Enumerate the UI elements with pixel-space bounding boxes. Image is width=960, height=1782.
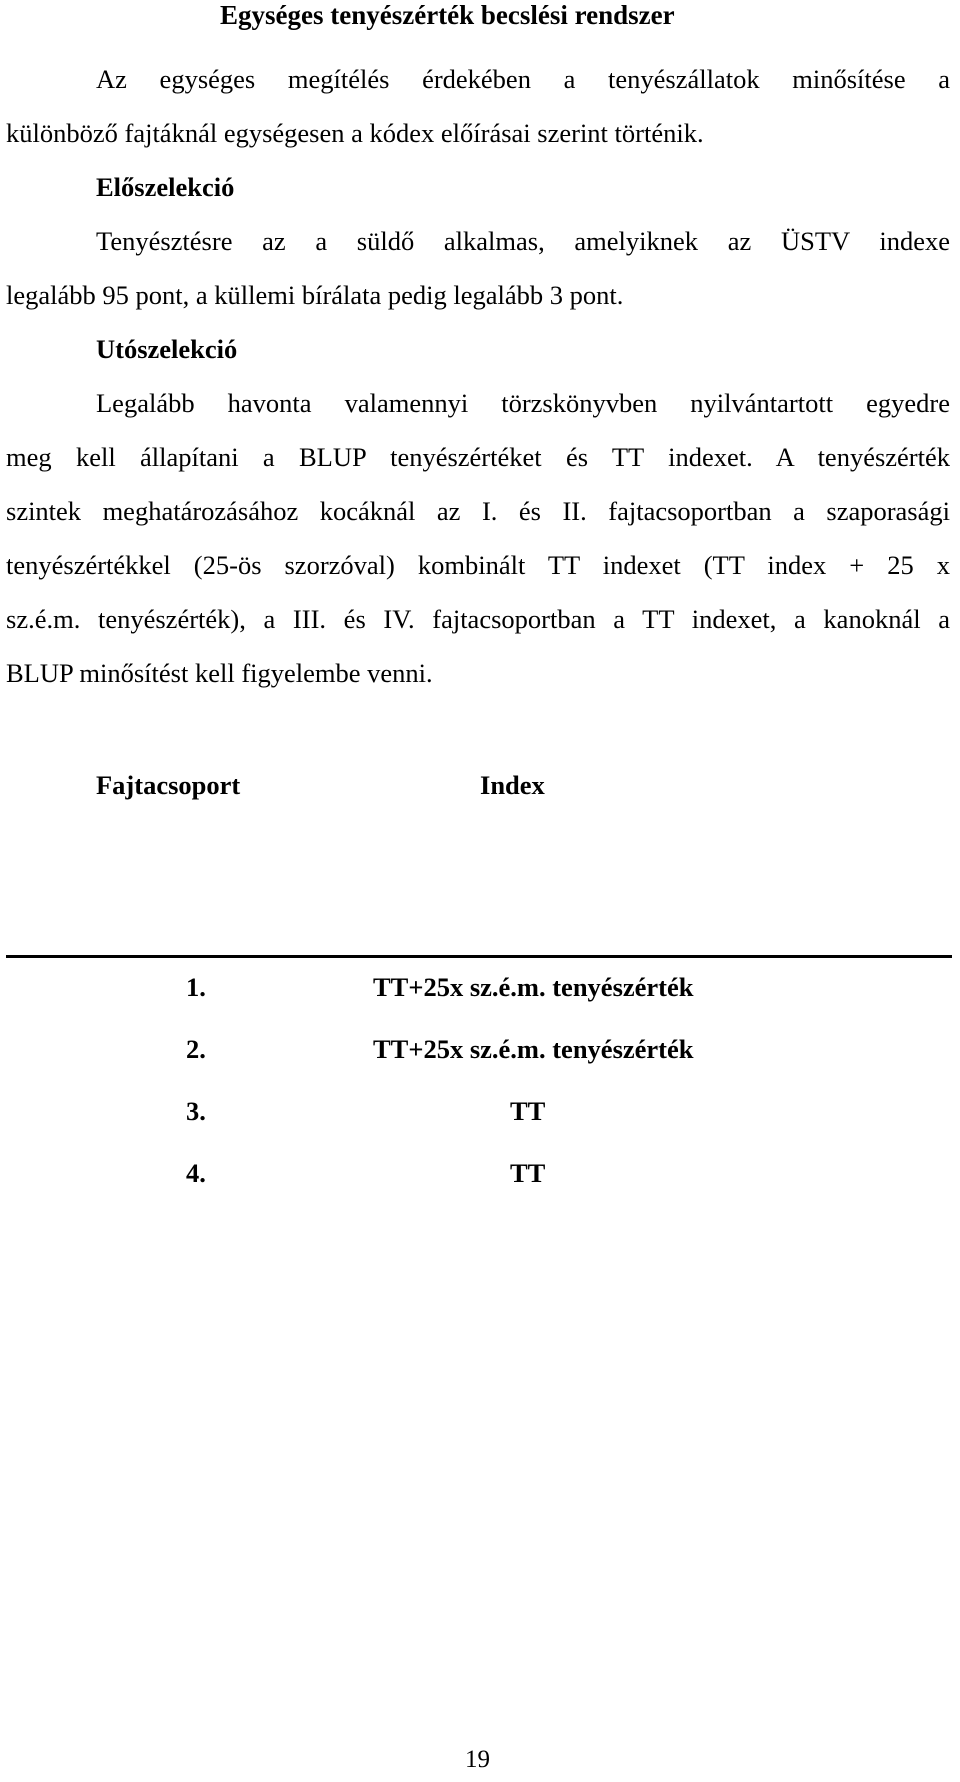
postselection-heading: Utószelekció [96, 334, 238, 364]
page-number: 19 [465, 1746, 490, 1773]
preselection-line-2: legalább 95 pont, a küllemi bírálata pedig legalább 3 pont. [6, 280, 624, 310]
preselection-line-1: Tenyésztésre az a süldő alkalmas, amelyiknek az ÜSTV indexe [96, 226, 950, 256]
table-row-3-index: TT [510, 1096, 546, 1126]
postselection-line-4: tenyészértékkel (25-ös szorzóval) kombinált TT indexet (TT index + 25 x [6, 550, 950, 580]
table-row-1-group: 1. [186, 972, 206, 1002]
preselection-heading: Előszelekció [96, 172, 235, 202]
table-row-1-index: TT+25x sz.é.m. tenyészérték [373, 972, 694, 1002]
table-row-4-group: 4. [186, 1158, 206, 1188]
postselection-line-5: sz.é.m. tenyészérték), a III. és IV. fajtacsoportban a TT indexet, a kanoknál a [6, 604, 950, 634]
table-row-3-group: 3. [186, 1096, 206, 1126]
postselection-line-3: szintek meghatározásához kocáknál az I. és II. fajtacsoportban a szaporasági [6, 496, 950, 526]
intro-line-1: Az egységes megítélés érdekében a tenyészállatok minősítése a [96, 64, 950, 94]
document-title: Egységes tenyészérték becslési rendszer [220, 0, 675, 30]
postselection-line-2: meg kell állapítani a BLUP tenyészértéket és TT indexet. A tenyészérték [6, 442, 950, 472]
table-row-2-index: TT+25x sz.é.m. tenyészérték [373, 1034, 694, 1064]
intro-line-2: különböző fajtáknál egységesen a kódex előírásai szerint történik. [6, 118, 704, 148]
postselection-line-1: Legalább havonta valamennyi törzskönyvben nyilvántartott egyedre [96, 388, 950, 418]
table-header-group: Fajtacsoport [96, 770, 241, 800]
table-divider [6, 955, 952, 958]
table-row-2-group: 2. [186, 1034, 206, 1064]
table-header-index: Index [480, 770, 545, 800]
postselection-line-6: BLUP minősítést kell figyelembe venni. [6, 658, 433, 688]
table-row-4-index: TT [510, 1158, 546, 1188]
